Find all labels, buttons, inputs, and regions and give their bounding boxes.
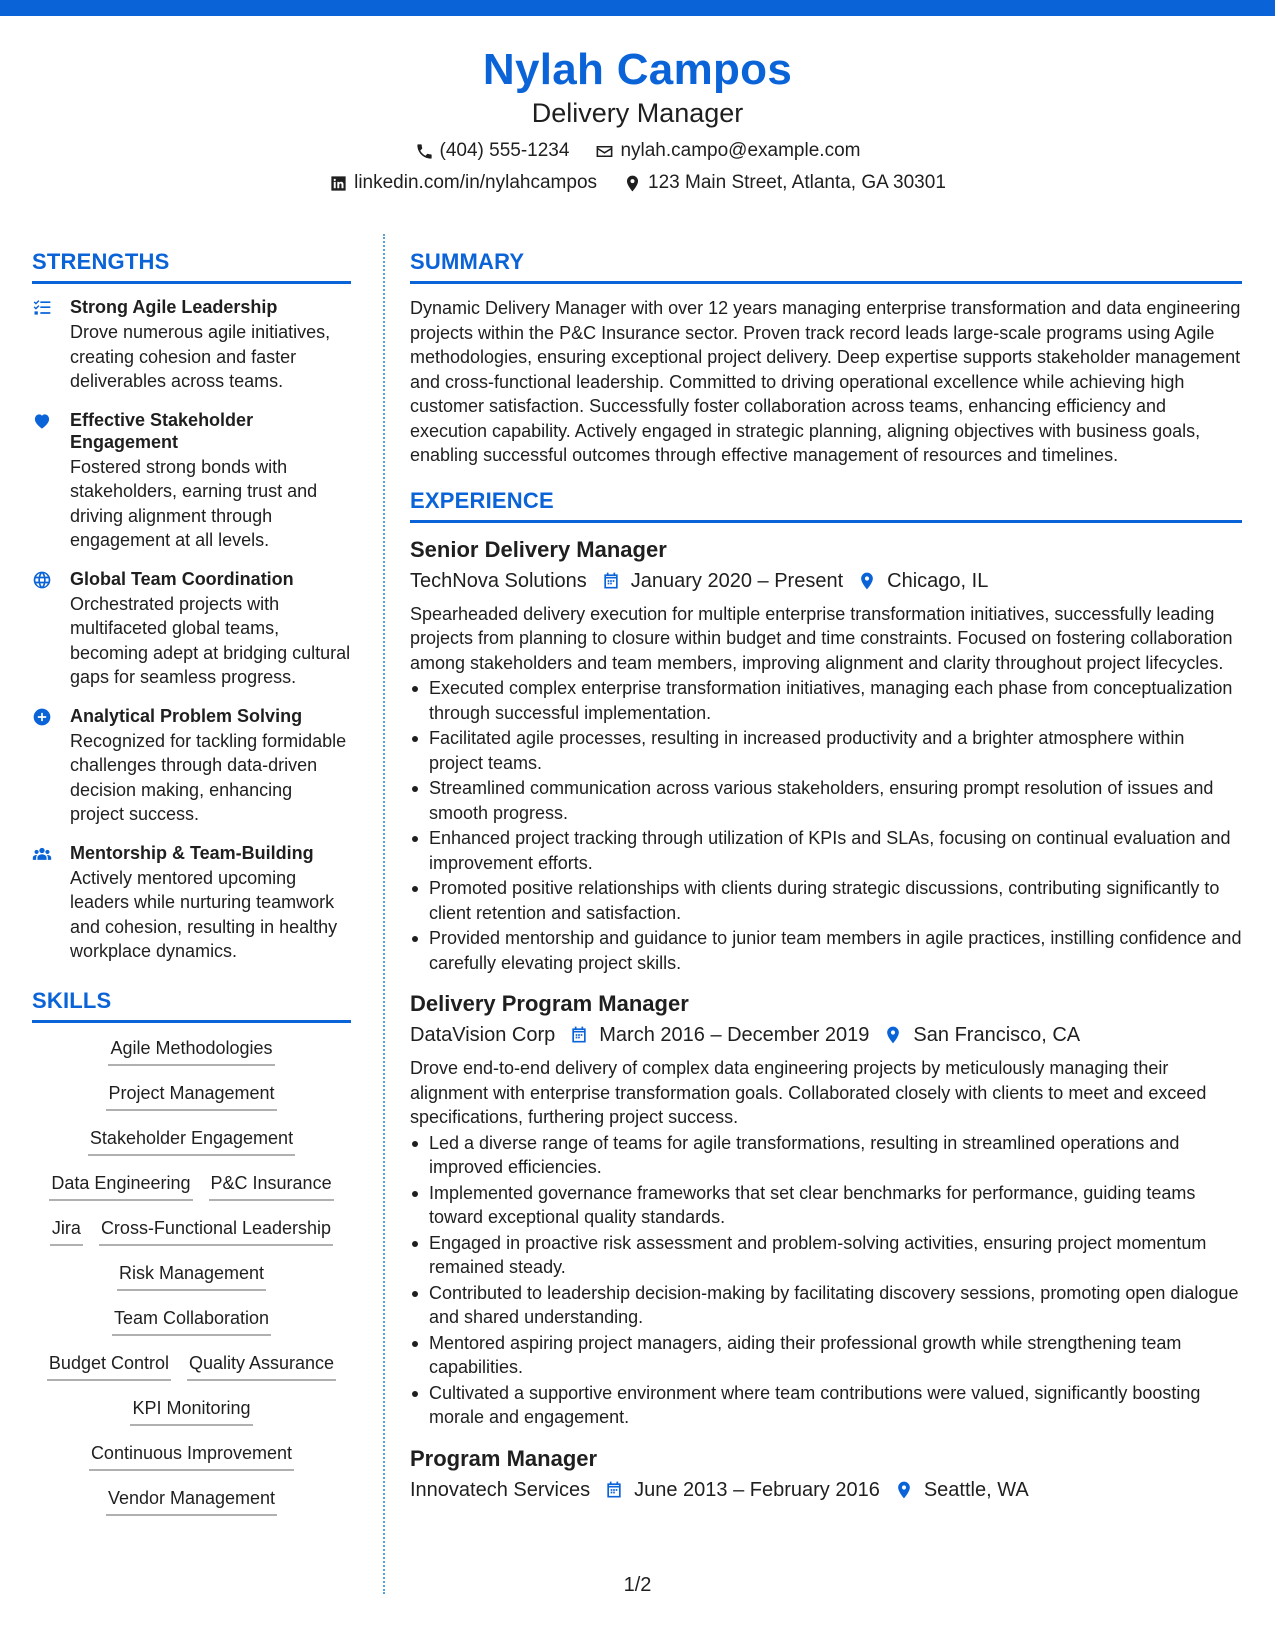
address-text: 123 Main Street, Atlanta, GA 30301 xyxy=(648,172,946,193)
linkedin-text: linkedin.com/in/nylahcampos xyxy=(354,172,598,193)
strength-title: Strong Agile Leadership xyxy=(70,297,278,317)
address-contact xyxy=(623,170,946,196)
job-title: Delivery Program Manager xyxy=(410,991,689,1016)
job-title: Senior Delivery Manager xyxy=(410,536,667,562)
skill-row xyxy=(32,1350,351,1395)
skill-tag: Project Management xyxy=(106,1080,276,1111)
bullet-item: Implemented governance frameworks that set clear benchmarks for performance, guiding teams toward exceptional quality standards. xyxy=(410,1181,1242,1230)
job-description: Drove end-to-end delivery of complex data engineering projects by meticulously managing their alignment with enterprise transformation goals. Collaborated closely with clients to meet and exceed specifications, furthering project success. xyxy=(410,1058,1207,1127)
job-bullets xyxy=(410,676,1242,975)
linkedin-icon xyxy=(329,174,348,193)
map-pin-icon xyxy=(883,1025,903,1045)
job-company: TechNova Solutions xyxy=(410,569,587,592)
skill-row xyxy=(32,1440,351,1485)
bullet-item: Facilitated agile processes, resulting in increased productivity and a brighter atmosphere within project teams. xyxy=(410,726,1242,775)
job-dates: March 2016 – December 2019 xyxy=(599,1024,870,1046)
strength-title: Effective Stakeholder Engagement xyxy=(70,409,254,452)
job-company: DataVision Corp xyxy=(410,1024,556,1046)
map-pin-icon xyxy=(894,1480,914,1500)
strength-item xyxy=(32,705,351,827)
strength-title: Analytical Problem Solving xyxy=(70,705,303,726)
job-description: Spearheaded delivery execution for multiple enterprise transformation initiatives, successfully leading projects from planning to closure within budget and time constraints. Focused on fostering collaboration among stakeholders and team members, improving alignment and clarity throughout project lifecycles. xyxy=(410,603,1233,673)
skill-row xyxy=(32,1170,351,1215)
resume-header xyxy=(0,44,1275,196)
calendar-icon xyxy=(569,1025,589,1045)
heart-icon xyxy=(32,411,52,431)
skill-tag: Jira xyxy=(50,1215,83,1246)
skill-row xyxy=(32,1485,351,1530)
phone-contact[interactable] xyxy=(415,138,570,164)
bullet-item: Provided mentorship and guidance to junior team members in agile practices, instilling confidence and carefully elevating project skills. xyxy=(410,926,1242,975)
skill-tag: Agile Methodologies xyxy=(108,1035,274,1066)
strength-title: Mentorship & Team-Building xyxy=(70,842,314,863)
phone-icon xyxy=(415,142,434,161)
job-dates: January 2020 – Present xyxy=(630,569,844,592)
skill-row xyxy=(32,1215,351,1260)
job-location: Chicago, IL xyxy=(887,569,989,592)
job-meta xyxy=(410,566,1242,596)
right-column xyxy=(410,247,1242,1519)
checklist-icon xyxy=(32,298,52,318)
skill-row xyxy=(32,1035,351,1080)
bullet-item: Promoted positive relationships with clients during strategic discussions, contributing significantly to client retention and satisfaction. xyxy=(410,876,1242,925)
candidate-name: Nylah Campos xyxy=(482,45,793,94)
candidate-role: Delivery Manager xyxy=(531,98,744,128)
strength-desc: Orchestrated projects with multifaceted global teams, becoming adept at bridging cultural gaps for seamless progress. xyxy=(70,593,351,687)
calendar-icon xyxy=(604,1480,624,1500)
skill-tag: Budget Control xyxy=(47,1350,171,1381)
email-contact[interactable] xyxy=(595,138,860,164)
job-title: Program Manager xyxy=(410,1445,598,1471)
job-bullets xyxy=(410,1131,1242,1430)
job-meta xyxy=(410,1020,1242,1050)
plus-circle-icon xyxy=(32,707,52,727)
skill-tag: Stakeholder Engagement xyxy=(88,1125,295,1156)
skill-tag: Cross-Functional Leadership xyxy=(99,1215,333,1246)
left-column xyxy=(32,247,351,1530)
experience-heading: EXPERIENCE xyxy=(410,486,1242,523)
top-accent-bar xyxy=(0,0,1275,16)
skills-heading: SKILLS xyxy=(32,986,351,1023)
skill-row xyxy=(32,1125,351,1170)
job-dates: June 2013 – February 2016 xyxy=(634,1478,880,1501)
strengths-heading: STRENGTHS xyxy=(32,247,351,284)
contact-row-1 xyxy=(0,138,1275,164)
strength-item xyxy=(32,409,351,553)
bullet-item: Executed complex enterprise transformation initiatives, managing each phase from conceptualization through successful implementation. xyxy=(410,676,1242,725)
bullet-item: Streamlined communication across various stakeholders, ensuring prompt resolution of issues and smooth progress. xyxy=(410,776,1242,825)
skill-tag: Risk Management xyxy=(117,1260,266,1291)
calendar-icon xyxy=(601,571,621,591)
strength-item xyxy=(32,842,351,964)
bullet-item: Engaged in proactive risk assessment and problem-solving activities, ensuring project momentum remained steady. xyxy=(410,1231,1242,1280)
job-location: Seattle, WA xyxy=(923,1478,1029,1501)
job-company: Innovatech Services xyxy=(410,1478,591,1501)
bullet-item: Contributed to leadership decision-making by facilitating discovery sessions, promoting open dialogue and shared understanding. xyxy=(410,1281,1242,1330)
skill-row xyxy=(32,1260,351,1305)
email-text: nylah.campo@example.com xyxy=(620,140,861,161)
globe-icon xyxy=(32,570,52,590)
job-meta xyxy=(410,1475,1242,1505)
skill-tag: Continuous Improvement xyxy=(89,1440,294,1471)
page-number: 1/2 xyxy=(623,1574,652,1596)
skill-row xyxy=(32,1395,351,1440)
skill-row xyxy=(32,1080,351,1125)
skill-row xyxy=(32,1305,351,1350)
summary-heading: SUMMARY xyxy=(410,247,1242,284)
bullet-item: Mentored aspiring project managers, aiding their professional growth while strengthening team capabilities. xyxy=(410,1331,1242,1380)
skill-tag: Vendor Management xyxy=(106,1485,277,1516)
bullet-item: Enhanced project tracking through utilization of KPIs and SLAs, focusing on continual evaluation and improvement efforts. xyxy=(410,826,1242,875)
strength-desc: Drove numerous agile initiatives, creating cohesion and faster deliverables across teams. xyxy=(70,322,331,391)
job-entry xyxy=(410,1444,1242,1505)
strength-title: Global Team Coordination xyxy=(70,568,294,589)
skill-tag: P&C Insurance xyxy=(209,1170,334,1201)
phone-text: (404) 555-1234 xyxy=(439,140,570,161)
users-icon xyxy=(32,844,52,864)
strength-item xyxy=(32,296,351,394)
skills-list xyxy=(32,1035,351,1530)
skill-tag: Data Engineering xyxy=(49,1170,192,1201)
linkedin-contact[interactable] xyxy=(329,170,597,196)
contact-row-2 xyxy=(0,170,1275,196)
skill-tag: Team Collaboration xyxy=(112,1305,271,1336)
strength-desc: Fostered strong bonds with stakeholders, earning trust and driving alignment through engagement at all levels. xyxy=(70,456,318,550)
job-entry xyxy=(410,989,1242,1430)
strength-item xyxy=(32,568,351,690)
bullet-item: Cultivated a supportive environment where team contributions were valued, significantly boosting morale and engagement. xyxy=(410,1381,1242,1430)
strength-desc: Recognized for tackling formidable challenges through data-driven decision making, enhancing project success. xyxy=(70,730,347,824)
summary-text: Dynamic Delivery Manager with over 12 years managing enterprise transformation and data engineering projects within the P&C Insurance sector. Proven track record leads large-scale programs using Agile methodologies, ensuring exceptional project delivery. Deep expertise supports stakeholder management and cross-functional leadership. Committed to driving operational excellence while achieving high customer satisfaction. Successfully foster collaboration across teams, enhancing efficiency and execution capability. Actively engaged in strategic planning, aligning objectives with business goals, enabling successful outcomes through effective management of resources and timelines. xyxy=(410,298,1241,465)
job-entry xyxy=(410,535,1242,976)
map-pin-icon xyxy=(623,174,642,193)
bullet-item: Led a diverse range of teams for agile transformations, resulting in streamlined operations and improved efficiencies. xyxy=(410,1131,1242,1180)
strength-desc: Actively mentored upcoming leaders while nurturing teamwork and cohesion, resulting in healthy workplace dynamics. xyxy=(70,867,338,961)
envelope-icon xyxy=(595,142,614,161)
column-divider xyxy=(383,234,385,1594)
map-pin-icon xyxy=(857,571,877,591)
job-location: San Francisco, CA xyxy=(913,1024,1081,1046)
skill-tag: Quality Assurance xyxy=(187,1350,336,1381)
skill-tag: KPI Monitoring xyxy=(130,1395,252,1426)
